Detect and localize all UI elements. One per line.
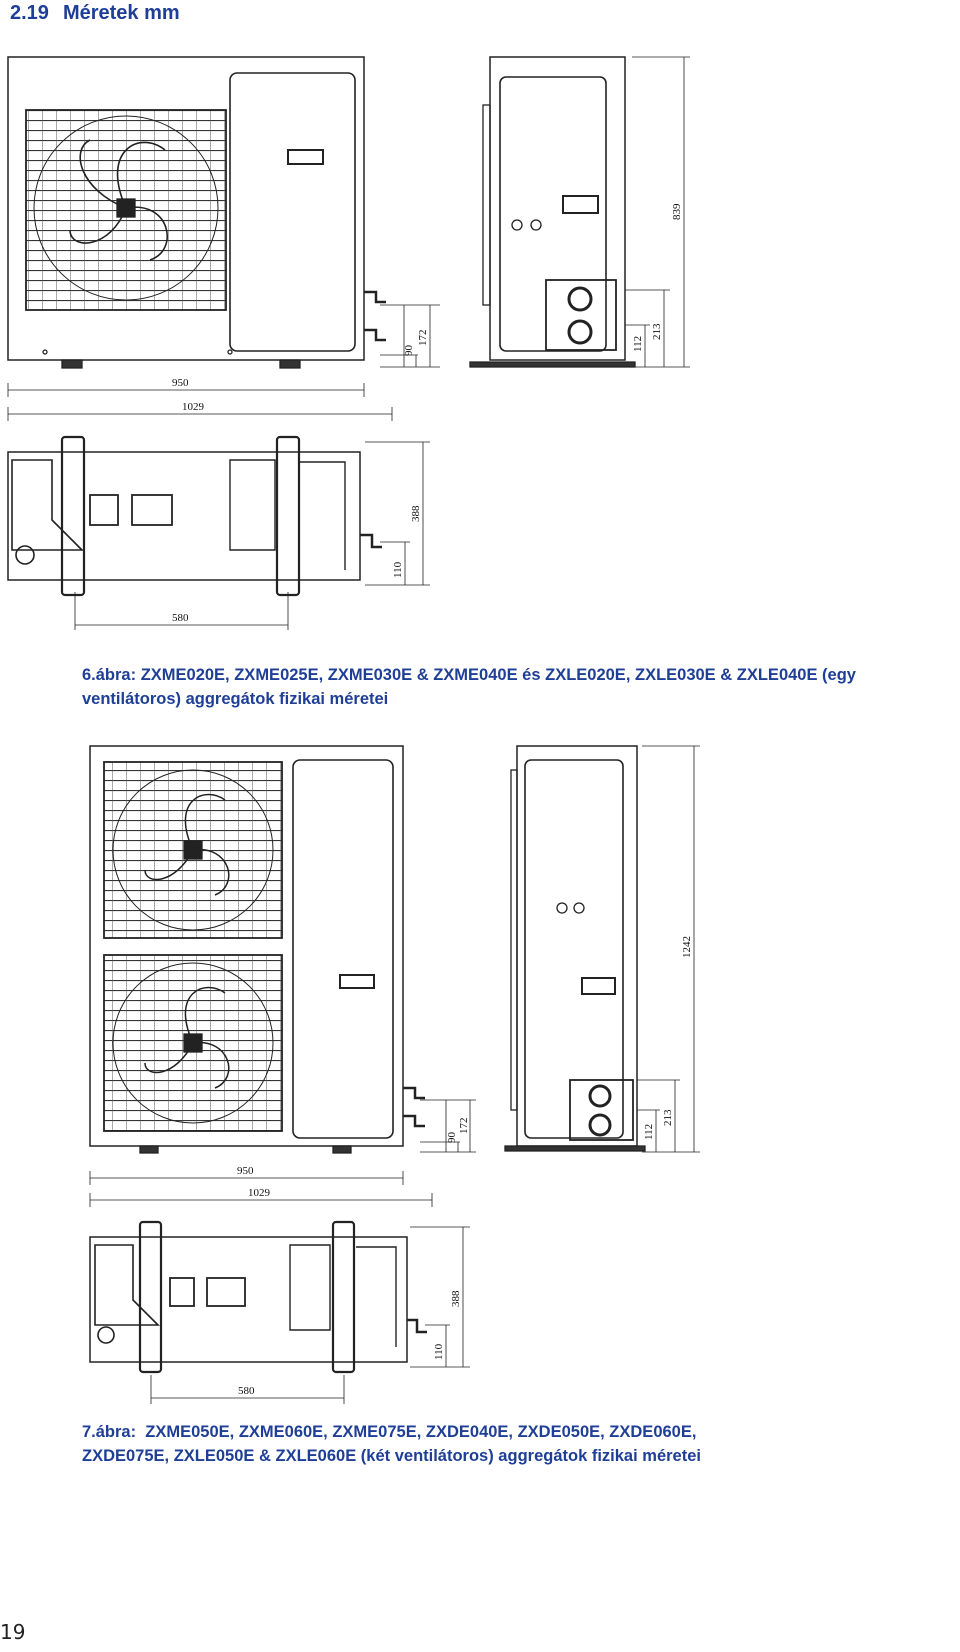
figure1-dim-213: 213 (651, 323, 663, 340)
figure1-dim-90: 90 (403, 345, 415, 356)
figure2-dim-580: 580 (238, 1385, 255, 1397)
figure1-dim-388: 388 (410, 505, 422, 522)
section-title: Méretek mm (62, 2, 180, 24)
figure2-caption-line2: ZXDE075E, ZXLE050E & ZXLE060E (két ventilátoros) aggregátok fizikai méretei (82, 1447, 701, 1465)
page-number: 19 (0, 1620, 26, 1644)
figure1-caption-line1: 6.ábra: ZXME020E, ZXME025E, ZXME030E & ZXME040E és ZXLE020E, ZXLE030E & ZXLE040E (egy (82, 666, 856, 684)
figure1-dim-839: 839 (671, 203, 683, 220)
figure1-caption-line2: ventilátoros) aggregátok fizikai méretei (82, 690, 389, 708)
figure1-dim-172: 172 (417, 329, 429, 346)
figure2-side-dimensions (637, 746, 700, 1152)
figure2-dim-1029: 1029 (248, 1187, 270, 1199)
figure1-dim-580: 580 (172, 612, 189, 624)
figure2-dim-213: 213 (662, 1109, 674, 1126)
figure2-dim-112: 112 (643, 1123, 655, 1140)
figure2-dim-950: 950 (237, 1165, 254, 1177)
figure1-caption (82, 663, 856, 711)
figure2-caption-line1: 7.ábra: ZXME050E, ZXME060E, ZXME075E, ZXDE040E, ZXDE050E, ZXDE060E, (82, 1423, 697, 1441)
figure1-dim-110: 110 (392, 561, 404, 578)
figure1-top-view (8, 437, 382, 595)
figure2-caption (82, 1420, 701, 1468)
figure2-top-view (90, 1222, 427, 1372)
figure2-dim-90: 90 (446, 1132, 458, 1143)
figure2-dim-388: 388 (450, 1290, 462, 1307)
figure2-dim-110: 110 (433, 1343, 445, 1360)
figure1-front-view (8, 57, 386, 368)
figure1-dim-950: 950 (172, 377, 189, 389)
figure2-side-view (505, 746, 645, 1151)
figure1-dim-1029: 1029 (182, 401, 204, 413)
figure1-side-dimensions (625, 57, 690, 367)
figure2-front-view (90, 746, 425, 1153)
figure2-dim-1242: 1242 (681, 936, 693, 958)
section-number: 2.19 (10, 2, 49, 24)
figure2-dim-172: 172 (458, 1117, 470, 1134)
figure1-dim-112: 112 (632, 335, 644, 352)
figure2-top-dimensions (151, 1227, 470, 1404)
figure1-top-dimensions (75, 442, 430, 630)
figure1-side-view (470, 57, 635, 367)
